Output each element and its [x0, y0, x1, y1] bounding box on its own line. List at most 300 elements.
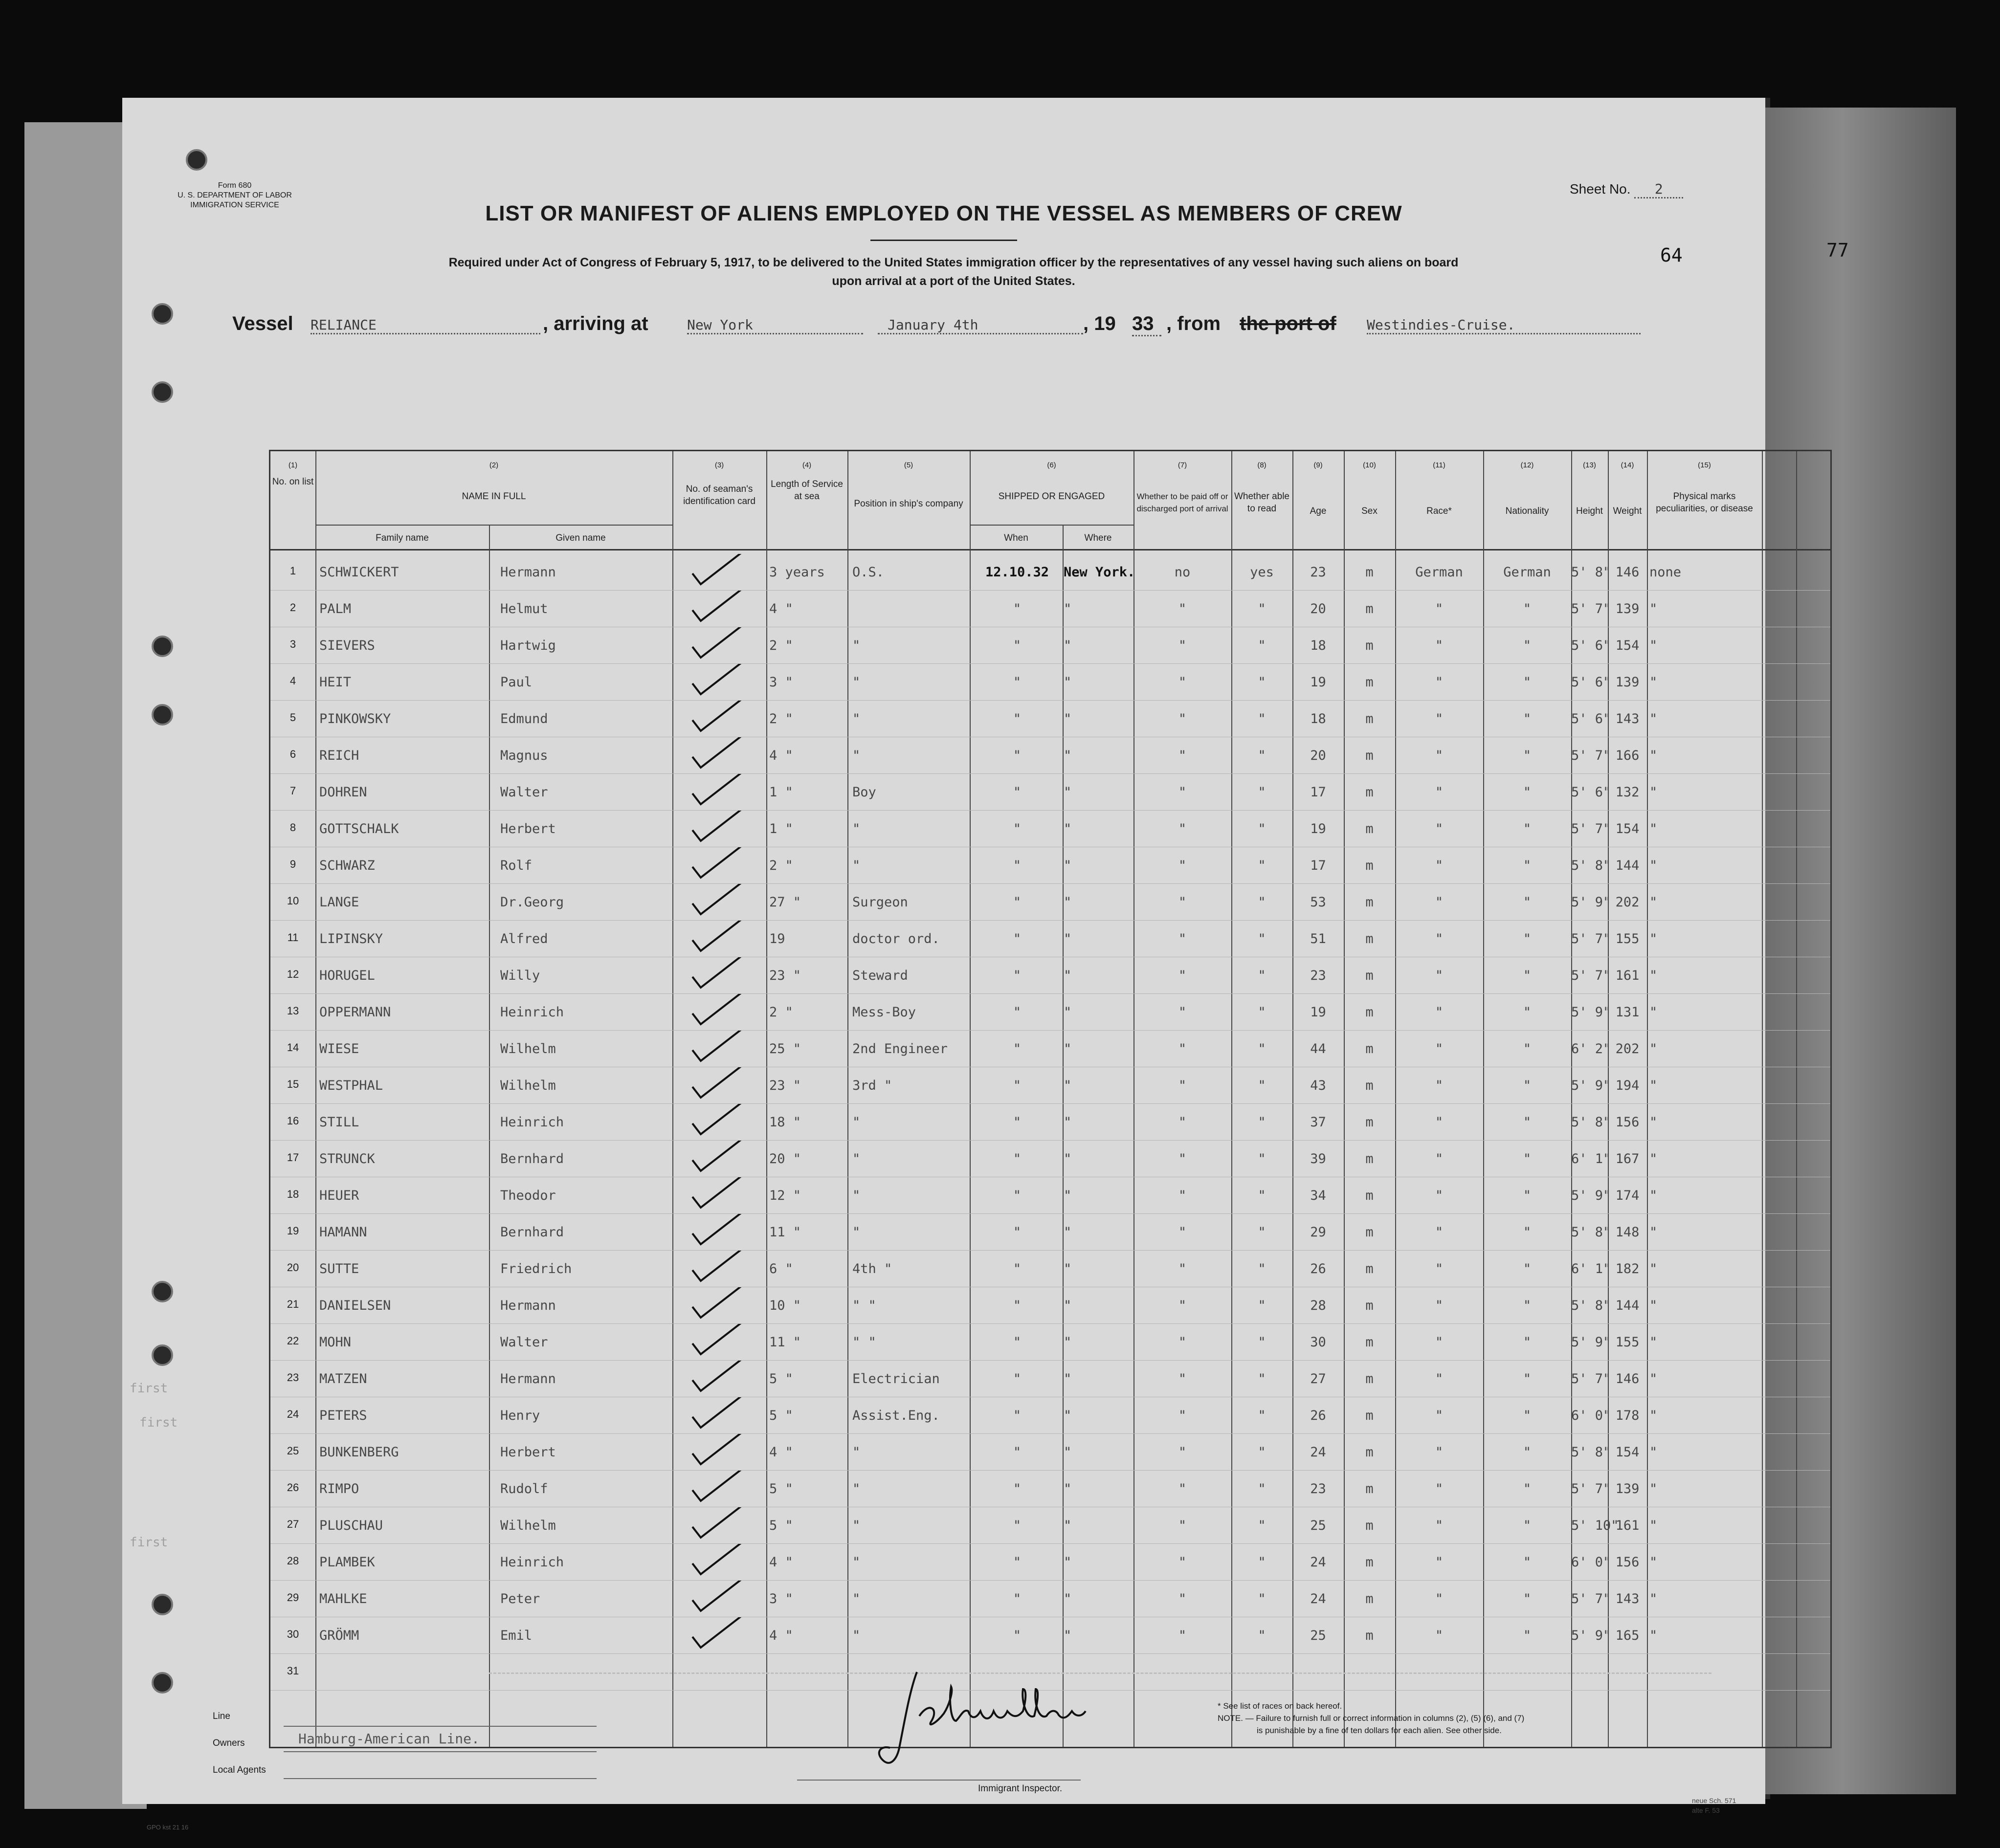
given-name: Theodor — [500, 1188, 556, 1203]
weight: 178 — [1615, 1408, 1640, 1423]
height: 5' 7" — [1571, 821, 1611, 836]
family-name: SIEVERS — [319, 638, 375, 653]
table-row — [270, 701, 1830, 737]
nationality: " — [1523, 748, 1532, 763]
able-to-read: " — [1258, 1481, 1266, 1496]
age: 26 — [1310, 1261, 1326, 1276]
height: 5' 9" — [1571, 1188, 1611, 1203]
age: 43 — [1310, 1078, 1326, 1093]
race: " — [1435, 1261, 1444, 1276]
page-number: 64 — [1660, 244, 1683, 266]
age: 20 — [1310, 601, 1326, 616]
manifest-subtitle: Required under Act of Congress of February 5, 1917, to be delivered to the United States immigration officer by the representatives of any vessel having such aliens on board upon arrival at a port of the United States. — [448, 256, 1459, 288]
paid-off: " — [1178, 601, 1187, 616]
family-name: MATZEN — [319, 1371, 367, 1386]
weight: 165 — [1615, 1628, 1640, 1643]
check-mark-icon — [690, 1581, 749, 1620]
family-name: GRÖMM — [319, 1628, 359, 1643]
ship-position: " — [852, 821, 861, 836]
race: " — [1435, 1555, 1444, 1570]
service-length: 4 " — [769, 601, 793, 616]
height: 6' 0" — [1571, 1555, 1611, 1570]
family-name: RIMPO — [319, 1481, 359, 1496]
table-row — [270, 1434, 1830, 1471]
family-name: PLAMBEK — [319, 1555, 375, 1570]
engaged-place: " — [1064, 711, 1072, 726]
weight: 146 — [1615, 565, 1640, 580]
age: 18 — [1310, 711, 1326, 726]
print-code: neue Sch. 571 — [1692, 1797, 1736, 1804]
table-row — [270, 1471, 1830, 1507]
punch-hole — [152, 1594, 173, 1615]
inspector-signature — [870, 1662, 1125, 1780]
physical-marks: " — [1649, 858, 1658, 873]
weight: 144 — [1615, 1298, 1640, 1313]
nationality: " — [1523, 1481, 1532, 1496]
family-name: GOTTSCHALK — [319, 821, 399, 836]
row-number: 21 — [287, 1298, 299, 1310]
ship-position: Surgeon — [852, 895, 908, 910]
check-mark-icon — [690, 701, 749, 740]
line-label: Line — [213, 1711, 230, 1721]
paid-off: " — [1178, 785, 1187, 800]
height: 5' 9" — [1571, 895, 1611, 910]
table-row — [270, 1287, 1830, 1324]
manifest-sheet — [122, 98, 1765, 1831]
engaged-place: " — [1064, 748, 1072, 763]
engaged-place: " — [1064, 675, 1072, 690]
sex: m — [1365, 1115, 1374, 1130]
arriving-label: , arriving at — [543, 313, 648, 334]
sex: m — [1365, 1555, 1374, 1570]
family-name: OPPERMANN — [319, 1005, 391, 1020]
row-number: 15 — [287, 1078, 299, 1090]
race: German — [1415, 565, 1463, 580]
row-number: 2 — [289, 601, 296, 614]
paid-off: " — [1178, 1225, 1187, 1240]
row-number: 30 — [287, 1628, 299, 1640]
given-name: Paul — [500, 675, 533, 690]
able-to-read: " — [1258, 895, 1266, 910]
family-name: REICH — [319, 748, 359, 763]
ship-position: " — [852, 1445, 861, 1460]
col-header-where: Where — [1084, 533, 1112, 543]
height: 5' 8" — [1571, 1225, 1611, 1240]
sex: m — [1365, 895, 1374, 910]
ship-position: Electrician — [852, 1371, 940, 1386]
weight: 139 — [1615, 601, 1640, 616]
owners-label: Owners — [213, 1738, 245, 1748]
sex: m — [1365, 1408, 1374, 1423]
able-to-read: " — [1258, 601, 1266, 616]
service-length: 5 " — [769, 1408, 793, 1423]
table-row — [270, 1507, 1830, 1544]
ship-position: doctor ord. — [852, 931, 940, 946]
col-header-service: Length of Service at sea — [771, 479, 843, 502]
weight: 161 — [1615, 968, 1640, 983]
age: 34 — [1310, 1188, 1326, 1203]
height: 5' 8" — [1571, 565, 1611, 580]
engaged-date: " — [1013, 1481, 1022, 1496]
nationality: " — [1523, 1408, 1532, 1423]
nationality: " — [1523, 1188, 1532, 1203]
nationality: " — [1523, 1298, 1532, 1313]
weight: 161 — [1615, 1518, 1640, 1533]
weight: 146 — [1615, 1371, 1640, 1386]
race: " — [1435, 1335, 1444, 1350]
physical-marks: " — [1649, 1115, 1658, 1130]
paid-off: " — [1178, 1591, 1187, 1606]
engaged-place: " — [1064, 1188, 1072, 1203]
ship-position: " — [852, 1628, 861, 1643]
height: 5' 7" — [1571, 1591, 1611, 1606]
race: " — [1435, 1078, 1444, 1093]
physical-marks: " — [1649, 1408, 1658, 1423]
family-name: STILL — [319, 1115, 359, 1130]
service-length: 2 " — [769, 711, 793, 726]
age: 17 — [1310, 858, 1326, 873]
year-suffix: 33 — [1132, 313, 1161, 336]
physical-marks: none — [1649, 565, 1682, 580]
sheet-label: Sheet No. — [1570, 181, 1631, 197]
given-name: Wilhelm — [500, 1041, 556, 1056]
vessel-label: Vessel — [232, 313, 293, 334]
engaged-place: " — [1064, 1298, 1072, 1313]
nationality: " — [1523, 1151, 1532, 1166]
race: " — [1435, 1371, 1444, 1386]
given-name: Hermann — [500, 1298, 556, 1313]
sex: m — [1365, 1335, 1374, 1350]
family-name: PETERS — [319, 1408, 367, 1423]
agents-rule — [284, 1778, 597, 1779]
row-number: 7 — [289, 785, 296, 797]
physical-marks: " — [1649, 785, 1658, 800]
engaged-date: " — [1013, 601, 1022, 616]
paid-off: " — [1178, 858, 1187, 873]
height: 5' 7" — [1571, 748, 1611, 763]
weight: 202 — [1615, 1041, 1640, 1056]
age: 25 — [1310, 1628, 1326, 1643]
family-name: MOHN — [319, 1335, 352, 1350]
physical-marks: " — [1649, 1041, 1658, 1056]
family-name: HAMANN — [319, 1225, 367, 1240]
paid-off: " — [1178, 1555, 1187, 1570]
row-number: 24 — [287, 1408, 299, 1420]
height: 5' 6" — [1571, 638, 1611, 653]
paid-off: " — [1178, 638, 1187, 653]
age: 23 — [1310, 1481, 1326, 1496]
given-name: Hermann — [500, 1371, 556, 1386]
row-number: 27 — [287, 1518, 299, 1530]
col-number: (9) — [1313, 461, 1323, 469]
age: 37 — [1310, 1115, 1326, 1130]
check-mark-icon — [690, 847, 749, 886]
service-length: 19 — [769, 931, 785, 946]
row-number: 17 — [287, 1151, 299, 1164]
ship-position: " " — [852, 1335, 876, 1350]
ship-position: " — [852, 675, 861, 690]
nationality: " — [1523, 1555, 1532, 1570]
manifest-title: LIST OR MANIFEST OF ALIENS EMPLOYED ON THE VESSEL AS MEMBERS OF CREW — [485, 201, 1402, 225]
sex: m — [1365, 711, 1374, 726]
table-row — [270, 884, 1830, 921]
given-name: Bernhard — [500, 1151, 564, 1166]
punch-hole — [152, 1672, 173, 1694]
service-length: 5 " — [769, 1481, 793, 1496]
given-name: Rolf — [500, 858, 533, 873]
service-length: 2 " — [769, 638, 793, 653]
weight: 156 — [1615, 1555, 1640, 1570]
weight: 156 — [1615, 1115, 1640, 1130]
ship-position: " — [852, 1591, 861, 1606]
physical-marks: " — [1649, 1371, 1658, 1386]
engaged-date: " — [1013, 1261, 1022, 1276]
engaged-place: " — [1064, 1005, 1072, 1020]
department-name: U. S. DEPARTMENT OF LABOR — [178, 191, 292, 199]
inspector-label: Immigrant Inspector. — [978, 1783, 1063, 1794]
paid-off: " — [1178, 748, 1187, 763]
physical-marks: " — [1649, 821, 1658, 836]
nationality: " — [1523, 968, 1532, 983]
check-mark-icon — [690, 811, 749, 850]
note-line1: — Failure to furnish full or correct information in columns (2), (5) (6), and (7) — [1245, 1714, 1525, 1723]
check-mark-icon — [690, 1177, 749, 1216]
weight: 132 — [1615, 785, 1640, 800]
paid-off: " — [1178, 821, 1187, 836]
engaged-place: " — [1064, 1371, 1072, 1386]
sex: m — [1365, 1151, 1374, 1166]
service-length: 4 " — [769, 1555, 793, 1570]
engaged-place: " — [1064, 601, 1072, 616]
weight: 182 — [1615, 1261, 1640, 1276]
col-number: (11) — [1433, 461, 1445, 469]
engaged-date: " — [1013, 785, 1022, 800]
height: 5' 6" — [1571, 711, 1611, 726]
service-length: 18 " — [769, 1115, 801, 1130]
col-number: (2) — [489, 461, 499, 469]
family-name: LANGE — [319, 895, 359, 910]
ship-position: 4th " — [852, 1261, 892, 1276]
check-mark-icon — [690, 921, 749, 960]
engaged-date: " — [1013, 711, 1022, 726]
weight: 166 — [1615, 748, 1640, 763]
engaged-date: " — [1013, 1078, 1022, 1093]
engaged-place: " — [1064, 1481, 1072, 1496]
given-name: Hermann — [500, 565, 556, 580]
check-mark-icon — [690, 1361, 749, 1400]
table-row — [270, 921, 1830, 957]
race: " — [1435, 1408, 1444, 1423]
paid-off: " — [1178, 1005, 1187, 1020]
weight: 154 — [1615, 1445, 1640, 1460]
service-length: 12 " — [769, 1188, 801, 1203]
able-to-read: " — [1258, 1115, 1266, 1130]
family-name: PALM — [319, 601, 352, 616]
given-name: Wilhelm — [500, 1518, 556, 1533]
title-rule — [870, 240, 1017, 241]
sex: m — [1365, 1078, 1374, 1093]
check-mark-icon — [690, 554, 749, 593]
physical-marks: " — [1649, 1151, 1658, 1166]
physical-marks: " — [1649, 1225, 1658, 1240]
able-to-read: " — [1258, 1188, 1266, 1203]
weight: 143 — [1615, 1591, 1640, 1606]
height: 6' 1" — [1571, 1151, 1611, 1166]
table-row — [270, 1544, 1830, 1581]
crew-table — [269, 450, 1832, 1748]
engaged-place: " — [1064, 1555, 1072, 1570]
table-row — [270, 1581, 1830, 1617]
check-mark-icon — [690, 1067, 749, 1106]
able-to-read: " — [1258, 858, 1266, 873]
inspector-rule — [797, 1780, 1081, 1781]
paid-off: " — [1178, 1151, 1187, 1166]
service-length: 5 " — [769, 1371, 793, 1386]
ship-position: " — [852, 748, 861, 763]
row-number: 4 — [289, 675, 296, 687]
ship-position: " — [852, 638, 861, 653]
family-name: PLUSCHAU — [319, 1518, 383, 1533]
row-number: 11 — [287, 931, 299, 944]
family-name: MAHLKE — [319, 1591, 367, 1606]
margin-note: first — [139, 1415, 178, 1430]
print-code: GPO kst 21 16 — [147, 1824, 189, 1831]
service-length: 5 " — [769, 1518, 793, 1533]
binder-number: 77 — [1826, 240, 1849, 261]
height: 5' 8" — [1571, 1115, 1611, 1130]
race: " — [1435, 858, 1444, 873]
line-rule — [284, 1726, 597, 1727]
race: " — [1435, 1005, 1444, 1020]
fine-note-cont: is punishable by a fine of ten dollars for each alien. See other side. — [1257, 1726, 1502, 1735]
col-header-id-card: No. of seaman's identification card — [683, 484, 756, 506]
height: 5' 8" — [1571, 1298, 1611, 1313]
col-header-marks: Physical marks peculiarities, or disease — [1656, 491, 1753, 514]
race-note: * See list of races on back hereof. — [1218, 1701, 1342, 1711]
col-number: (10) — [1363, 461, 1376, 469]
paid-off: " — [1178, 1188, 1187, 1203]
given-name: Walter — [500, 785, 548, 800]
engaged-place: " — [1064, 1261, 1072, 1276]
print-code: alte F. 53 — [1692, 1806, 1720, 1814]
row-number: 10 — [287, 895, 299, 907]
race: " — [1435, 748, 1444, 763]
height: 5' 7" — [1571, 968, 1611, 983]
height: 5' 9" — [1571, 1335, 1611, 1350]
weight: 174 — [1615, 1188, 1640, 1203]
age: 27 — [1310, 1371, 1326, 1386]
engaged-date: " — [1013, 1298, 1022, 1313]
nationality: " — [1523, 1628, 1532, 1643]
engaged-place: " — [1064, 1628, 1072, 1643]
check-mark-icon — [690, 957, 749, 996]
check-mark-icon — [690, 1397, 749, 1436]
given-name: Herbert — [500, 1445, 556, 1460]
col-header-read: Whether able to read — [1234, 491, 1289, 514]
race: " — [1435, 1115, 1444, 1130]
col-number: (1) — [288, 461, 298, 469]
physical-marks: " — [1649, 1445, 1658, 1460]
col-number: (12) — [1520, 461, 1534, 469]
able-to-read: " — [1258, 1555, 1266, 1570]
owners-value: Hamburg-American Line. — [298, 1731, 480, 1747]
engaged-place: " — [1064, 1041, 1072, 1056]
race: " — [1435, 1445, 1444, 1460]
table-row — [270, 847, 1830, 884]
engaged-place: " — [1064, 1225, 1072, 1240]
physical-marks: " — [1649, 1298, 1658, 1313]
physical-marks: " — [1649, 1555, 1658, 1570]
check-mark-icon — [690, 1104, 749, 1143]
col-number: (6) — [1047, 461, 1056, 469]
age: 26 — [1310, 1408, 1326, 1423]
engaged-place: " — [1064, 1078, 1072, 1093]
check-mark-icon — [690, 737, 749, 776]
race: " — [1435, 1591, 1444, 1606]
race: " — [1435, 1151, 1444, 1166]
engaged-date: " — [1013, 1518, 1022, 1533]
sex: m — [1365, 1225, 1374, 1240]
physical-marks: " — [1649, 1628, 1658, 1643]
height: 5' 9" — [1571, 1005, 1611, 1020]
ship-position: 3rd " — [852, 1078, 892, 1093]
table-row — [270, 591, 1830, 627]
service-length: 2 " — [769, 1005, 793, 1020]
race: " — [1435, 1298, 1444, 1313]
physical-marks: " — [1649, 1335, 1658, 1350]
paid-off: " — [1178, 1481, 1187, 1496]
family-name: WIESE — [319, 1041, 359, 1056]
race: " — [1435, 1041, 1444, 1056]
age: 28 — [1310, 1298, 1326, 1313]
engaged-date: " — [1013, 675, 1022, 690]
row-number: 29 — [287, 1591, 299, 1604]
paid-off: " — [1178, 1041, 1187, 1056]
table-row — [270, 664, 1830, 701]
service-length: 2 " — [769, 858, 793, 873]
given-name: Herbert — [500, 821, 556, 836]
race: " — [1435, 931, 1444, 946]
height: 5' 7" — [1571, 601, 1611, 616]
row-number: 31 — [287, 1665, 299, 1677]
able-to-read: " — [1258, 1335, 1266, 1350]
row-number: 3 — [289, 638, 296, 650]
engaged-date: " — [1013, 858, 1022, 873]
table-row — [270, 994, 1830, 1031]
able-to-read: " — [1258, 1408, 1266, 1423]
engaged-date: " — [1013, 748, 1022, 763]
weight: 194 — [1615, 1078, 1640, 1093]
able-to-read: " — [1258, 638, 1266, 653]
engaged-date: " — [1013, 1371, 1022, 1386]
age: 19 — [1310, 675, 1326, 690]
able-to-read: " — [1258, 1371, 1266, 1386]
nationality: German — [1503, 565, 1551, 580]
table-row — [270, 1324, 1830, 1361]
service-length: 27 " — [769, 895, 801, 910]
age: 51 — [1310, 931, 1326, 946]
paid-off: " — [1178, 895, 1187, 910]
col-header-weight: Weight — [1613, 506, 1642, 516]
arrival-date: January 4th — [878, 317, 1083, 334]
check-mark-icon — [690, 591, 749, 630]
weight: 139 — [1615, 1481, 1640, 1496]
service-length: 10 " — [769, 1298, 801, 1313]
ship-position: " — [852, 1225, 861, 1240]
ship-position: " — [852, 1151, 861, 1166]
table-row — [270, 1397, 1830, 1434]
able-to-read: " — [1258, 1041, 1266, 1056]
